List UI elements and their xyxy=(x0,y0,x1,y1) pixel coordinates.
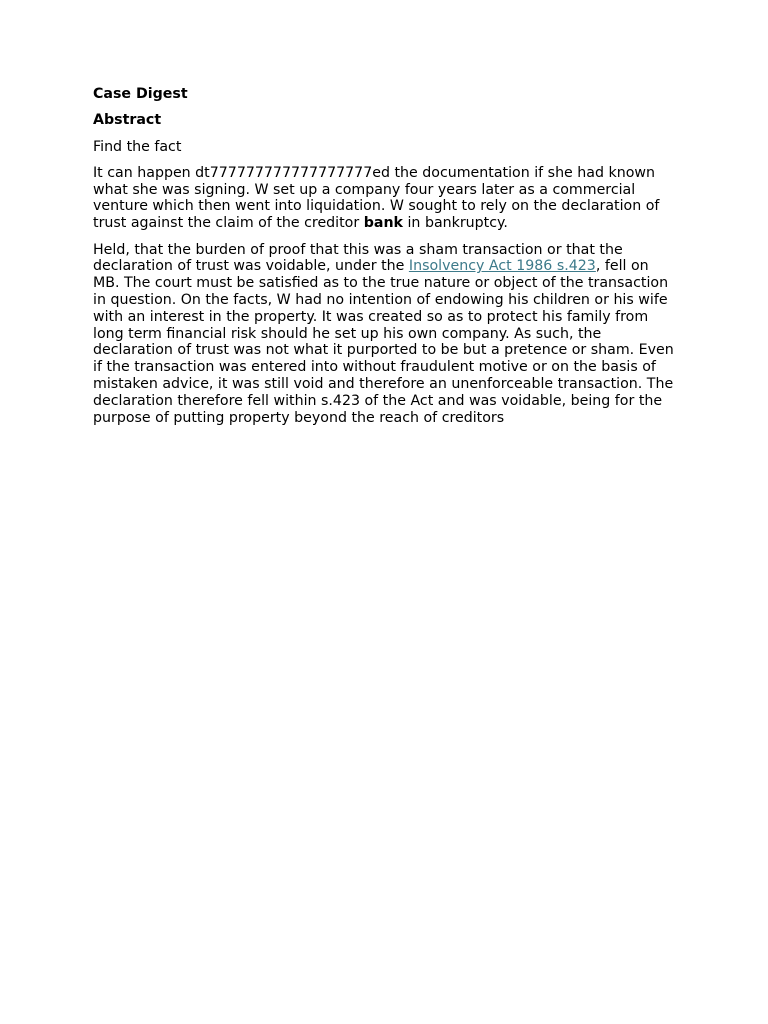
held-text-end: , fell on MB. The court must be satisfied as to the true nature or object of the transaction in question. On the facts, W had no intention of endowing his children or his wife with an interest in the property. It was created so as to protect his family from long term financial risk should he set up his own company. As such, the declaration of trust was not what it purported to be but a pretence or sham. Even if the transaction was entered into without fraudulent motive or on the basis of mistaken advice, it was still void and therefore an unenforceable transaction. The declaration therefore fell within s.423 of the Act and was voidable, being for the purpose of putting property beyond the reach of creditors xyxy=(93,258,674,426)
abstract-heading: Abstract xyxy=(93,112,162,129)
document-body xyxy=(93,86,678,436)
find-the-fact-label: Find the fact xyxy=(93,138,182,155)
held-paragraph xyxy=(93,242,678,427)
insolvency-act-link[interactable]: Insolvency Act 1986 s.423 xyxy=(408,258,596,275)
bold-word-bank: bank xyxy=(363,215,403,232)
facts-paragraph xyxy=(93,165,678,232)
facts-text-end: in bankruptcy. xyxy=(402,215,508,232)
case-digest-heading: Case Digest xyxy=(93,86,188,102)
held-text-start: Held, that the burden of proof that this was a sham transaction or that the declaration of trust was voidable, under the xyxy=(93,241,623,275)
facts-text-start: It can happen dt777777777777777777ed the documentation if she had known what she was signing. W set up a company four years later as a commercial venture which then went into liquidation. W sought to rely on the declaration of trust against the claim of the creditor xyxy=(93,164,660,232)
